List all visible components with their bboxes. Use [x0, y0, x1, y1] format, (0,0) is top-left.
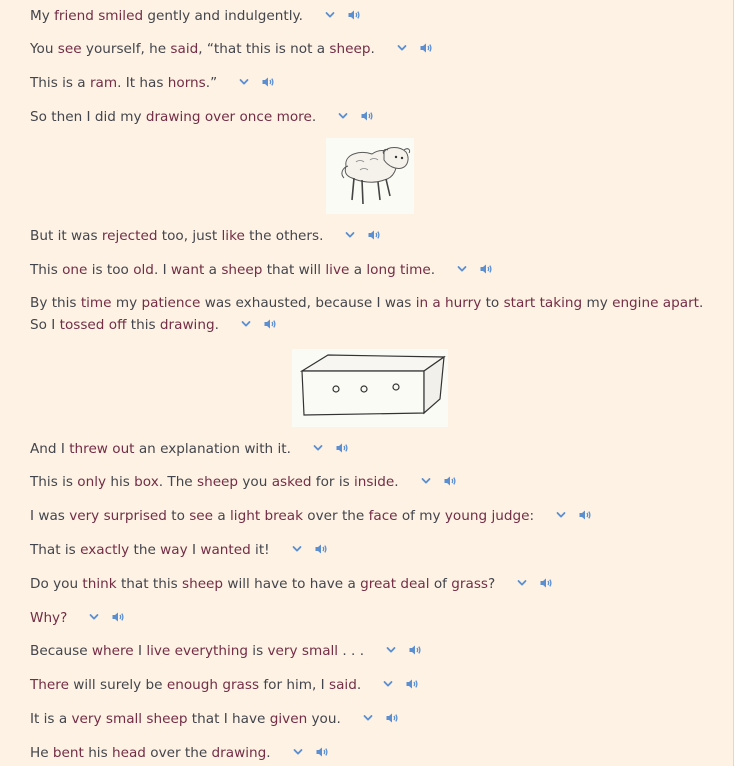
speaker-icon[interactable] — [360, 109, 374, 123]
sentence-controls — [419, 472, 467, 492]
vocab-word[interactable]: drawing — [211, 745, 267, 761]
vocab-word[interactable]: drawing — [145, 109, 201, 125]
sentence-text: a — [204, 262, 222, 278]
speaker-icon[interactable] — [335, 441, 349, 455]
vocab-word[interactable]: asked — [271, 474, 312, 490]
vocab-word[interactable]: one — [62, 262, 88, 278]
sentence-line — [30, 73, 285, 93]
sentence-controls — [87, 608, 135, 628]
sentence-text: This is a — [30, 75, 90, 91]
vocab-word[interactable]: start — [503, 295, 536, 311]
vocab-word[interactable]: sheep — [182, 576, 224, 592]
sentence-controls — [395, 39, 443, 59]
vocab-word[interactable]: once — [239, 109, 273, 125]
sentence-text: So then I did my — [30, 109, 146, 125]
vocab-word[interactable]: only — [77, 474, 107, 490]
vocab-word[interactable]: head — [112, 745, 146, 761]
vocab-word[interactable]: wanted — [200, 542, 251, 558]
sentence-line — [30, 439, 359, 459]
vocab-word[interactable]: old — [133, 262, 154, 278]
sentence-text: you — [238, 474, 272, 490]
sentence-controls — [515, 574, 563, 594]
sentence-line — [30, 107, 384, 127]
speaker-icon[interactable] — [479, 262, 493, 276]
vocab-word[interactable]: judge — [491, 508, 530, 524]
vocab-word[interactable]: everything — [174, 643, 248, 659]
vocab-word[interactable]: like — [221, 228, 245, 244]
sentence-text: . I — [153, 262, 171, 278]
sentence-text: a — [349, 262, 367, 278]
sentence-text: . So I — [30, 295, 704, 333]
speaker-icon[interactable] — [385, 711, 399, 725]
sentence-text: But it was — [30, 228, 102, 244]
sentence-text: too, just — [157, 228, 222, 244]
vocab-word[interactable]: sheep — [197, 474, 239, 490]
speaker-icon[interactable] — [261, 75, 275, 89]
vocab-word[interactable]: sheep — [329, 41, 371, 57]
sentence-text: is too — [87, 262, 134, 278]
vocab-word[interactable]: exactly — [80, 542, 130, 558]
box-illustration — [292, 349, 448, 427]
sentence-text: that I have — [187, 711, 270, 727]
sentence-text: over the — [145, 745, 212, 761]
vocab-word[interactable]: bent — [52, 745, 84, 761]
speaker-icon[interactable] — [405, 677, 419, 691]
sentence-text: that will — [262, 262, 326, 278]
vocab-word[interactable]: live — [146, 643, 171, 659]
sentence-text: I — [187, 542, 201, 558]
vocab-word[interactable]: see — [189, 508, 214, 524]
speaker-icon[interactable] — [367, 228, 381, 242]
vocab-word[interactable]: enough — [166, 677, 218, 693]
sentence-text: You — [30, 41, 58, 57]
vocab-word[interactable]: surprised — [103, 508, 167, 524]
sentence-text: to — [481, 295, 504, 311]
sentence-text: was exhausted, because I was — [200, 295, 416, 311]
vocab-word[interactable]: engine — [612, 295, 659, 311]
sentence-text: his — [83, 745, 112, 761]
sentence-controls — [455, 260, 503, 280]
sentence-text: this — [126, 317, 160, 333]
sentence-text: . — [266, 745, 271, 761]
sentence-text: for him, I — [259, 677, 329, 693]
sentence-text: . — [430, 262, 436, 278]
vocab-word[interactable]: light — [230, 508, 261, 524]
vocab-word[interactable]: apart — [662, 295, 699, 311]
chevron-down-icon[interactable] — [291, 745, 305, 759]
sentence-text: over the — [302, 508, 369, 524]
sentence-text: to — [166, 508, 190, 524]
vocab-word[interactable]: way — [160, 542, 188, 558]
sentence-line — [30, 39, 443, 59]
sentence-text: . — [356, 677, 362, 693]
vocab-word[interactable]: Why? — [30, 610, 68, 626]
sentence-line — [30, 506, 602, 526]
vocab-word[interactable]: see — [57, 41, 82, 57]
sentence-text: an explanation with it. — [134, 441, 291, 457]
sentence-text: . . . — [338, 643, 365, 659]
chevron-down-icon[interactable] — [419, 474, 433, 488]
sentence-controls — [237, 73, 285, 93]
sentence-text: it! — [250, 542, 270, 558]
vocab-word[interactable]: face — [368, 508, 398, 524]
speaker-icon[interactable] — [263, 317, 277, 331]
sentence-text: . — [311, 109, 317, 125]
vocab-word[interactable]: small — [105, 711, 143, 727]
speaker-icon[interactable] — [314, 542, 328, 556]
sentence-controls — [323, 6, 371, 26]
sentence-text: of my — [397, 508, 445, 524]
sentence-controls — [343, 226, 391, 246]
speaker-icon[interactable] — [419, 41, 433, 55]
chevron-down-icon[interactable] — [87, 610, 101, 624]
speaker-icon[interactable] — [539, 576, 553, 590]
sentence-line — [30, 608, 135, 628]
vocab-word[interactable]: break — [264, 508, 303, 524]
vocab-word[interactable]: very — [71, 711, 102, 727]
chevron-down-icon[interactable] — [239, 317, 253, 331]
vocab-word[interactable]: There — [30, 677, 69, 693]
sentence-text: will surely be — [68, 677, 167, 693]
vocab-word[interactable]: sheep — [146, 711, 188, 727]
sentence-text: That is — [30, 542, 81, 558]
vocab-word[interactable]: ram — [89, 75, 118, 91]
sentence-text: of — [429, 576, 452, 592]
sentence-line — [30, 641, 432, 661]
vocab-word[interactable]: said — [170, 41, 199, 57]
sentence-text: .” — [205, 75, 218, 91]
vocab-word[interactable]: horns — [167, 75, 206, 91]
chevron-down-icon[interactable] — [237, 75, 251, 89]
speaker-icon[interactable] — [347, 8, 361, 22]
vocab-word[interactable]: want — [170, 262, 205, 278]
vocab-word[interactable]: in a hurry — [415, 295, 482, 311]
vocab-word[interactable]: very — [69, 508, 100, 524]
vocab-word[interactable]: deal — [400, 576, 430, 592]
sentence-controls — [554, 506, 602, 526]
vocab-word[interactable]: time — [80, 295, 112, 311]
sentence-line — [30, 6, 371, 26]
sentence-text: is — [247, 643, 268, 659]
sentence-text: . — [394, 474, 399, 490]
chevron-down-icon[interactable] — [554, 508, 568, 522]
vocab-word[interactable]: sheep — [221, 262, 263, 278]
vocab-word[interactable]: box — [134, 474, 159, 490]
vocab-word[interactable]: live — [325, 262, 350, 278]
vocab-word[interactable]: grass — [451, 576, 488, 592]
vocab-word[interactable]: inside — [354, 474, 395, 490]
chevron-down-icon[interactable] — [361, 711, 375, 725]
vocab-word[interactable]: said — [329, 677, 357, 693]
sentence-controls — [384, 641, 432, 661]
sentence-text: I was — [30, 508, 70, 524]
sentence-text: the others. — [244, 228, 324, 244]
sentence-text: This is — [30, 474, 78, 490]
sentence-line — [30, 540, 338, 560]
chevron-down-icon[interactable] — [395, 41, 409, 55]
sentence-line — [30, 574, 563, 594]
vocab-word[interactable]: rejected — [101, 228, 158, 244]
vocab-word[interactable]: patience — [141, 295, 201, 311]
sentence-text: And I — [30, 441, 70, 457]
sentence-text: My — [30, 8, 55, 24]
chevron-down-icon[interactable] — [455, 262, 469, 276]
sentence-text: my — [111, 295, 142, 311]
sentence-text: . It has — [117, 75, 168, 91]
sentence-text: yourself, he — [81, 41, 171, 57]
sentence-text: you. — [307, 711, 341, 727]
sentence-line — [30, 292, 720, 336]
sentence-controls — [336, 107, 384, 127]
vocab-word[interactable]: more — [276, 109, 312, 125]
sentence-text: his — [106, 474, 135, 490]
sentence-text: will have to have a — [223, 576, 361, 592]
sentence-controls — [290, 540, 338, 560]
chevron-down-icon[interactable] — [343, 228, 357, 242]
sentence-line — [30, 743, 339, 763]
chevron-down-icon[interactable] — [290, 542, 304, 556]
vocab-word[interactable]: where — [91, 643, 134, 659]
sentence-text: . — [214, 317, 219, 333]
sentence-line — [30, 472, 467, 492]
chevron-down-icon[interactable] — [381, 677, 395, 691]
sentence-line — [30, 675, 429, 695]
speaker-icon[interactable] — [443, 474, 457, 488]
vocab-word[interactable]: grass — [222, 677, 260, 693]
vocab-word[interactable]: time — [400, 262, 431, 278]
chevron-down-icon[interactable] — [336, 109, 350, 123]
vocab-word[interactable]: taking — [539, 295, 583, 311]
sentence-text: my — [582, 295, 613, 311]
sheep-illustration — [326, 138, 414, 214]
sentence-text: Because — [30, 643, 92, 659]
chevron-down-icon[interactable] — [323, 8, 337, 22]
sentence-text: ? — [487, 576, 496, 592]
vocab-word[interactable]: tossed — [59, 317, 105, 333]
speaker-icon[interactable] — [111, 610, 125, 624]
sentence-controls — [311, 439, 359, 459]
sentence-line — [30, 709, 409, 729]
sentence-text: that this — [116, 576, 182, 592]
speaker-icon[interactable] — [578, 508, 592, 522]
chevron-down-icon[interactable] — [311, 441, 325, 455]
vocab-word[interactable]: threw — [69, 441, 108, 457]
sentence-text: Do you — [30, 576, 83, 592]
sentence-text: He — [30, 745, 53, 761]
chevron-down-icon[interactable] — [384, 643, 398, 657]
vocab-word[interactable]: friend — [54, 8, 94, 24]
vocab-word[interactable]: off — [108, 317, 127, 333]
sentence-text: I — [133, 643, 147, 659]
vocab-word[interactable]: given — [269, 711, 308, 727]
vocab-word[interactable]: over — [204, 109, 236, 125]
sentence-text: By this — [30, 295, 81, 311]
speaker-icon[interactable] — [315, 745, 329, 759]
vocab-word[interactable]: smiled — [98, 8, 144, 24]
sentence-text: , “that this is not a — [198, 41, 330, 57]
vocab-word[interactable]: very — [267, 643, 298, 659]
vocab-word[interactable]: great — [360, 576, 397, 592]
vocab-word[interactable]: think — [82, 576, 117, 592]
speaker-icon[interactable] — [408, 643, 422, 657]
sentence-text: . — [370, 41, 375, 57]
vocab-word[interactable]: small — [301, 643, 339, 659]
sentence-text: the — [129, 542, 161, 558]
vocab-word[interactable]: young — [444, 508, 488, 524]
sentence-line — [30, 226, 391, 246]
sentence-controls — [361, 709, 409, 729]
sentence-text: This — [30, 262, 63, 278]
sentence-text: It is a — [30, 711, 72, 727]
sentence-text: gently and indulgently. — [143, 8, 303, 24]
vocab-word[interactable]: long — [366, 262, 396, 278]
chevron-down-icon[interactable] — [515, 576, 529, 590]
vocab-word[interactable]: out — [112, 441, 135, 457]
sentence-line — [30, 260, 503, 280]
sentence-text: : — [529, 508, 535, 524]
sentence-text: for is — [311, 474, 354, 490]
sentence-text: a — [213, 508, 231, 524]
sentence-text: . The — [158, 474, 197, 490]
sentence-controls — [381, 675, 429, 695]
sentence-controls — [291, 743, 339, 763]
sentence-controls — [239, 314, 287, 336]
vocab-word[interactable]: drawing — [159, 317, 215, 333]
